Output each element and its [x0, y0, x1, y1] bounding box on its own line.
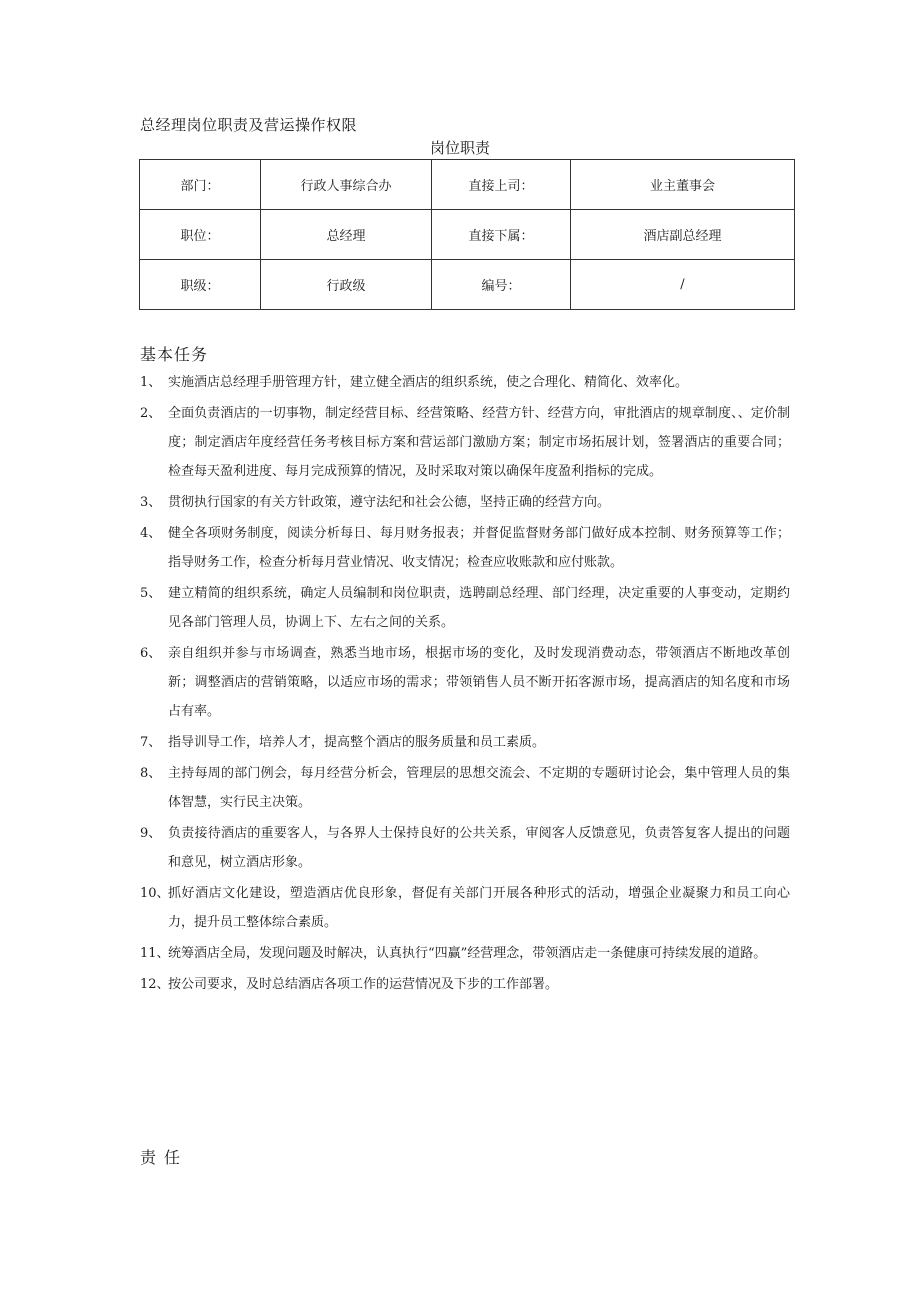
list-item — [140, 488, 790, 517]
table-caption: 岗位职责 — [429, 139, 490, 157]
item-number: 2、 — [140, 406, 162, 421]
list-item — [140, 519, 790, 577]
section-heading-basic-tasks: 基本任务 — [140, 345, 209, 364]
item-number: 11、 — [140, 946, 170, 961]
list-item — [140, 970, 790, 999]
table-cell: 编号： — [432, 260, 571, 310]
table-cell: 直接下属： — [432, 210, 571, 260]
list-item — [140, 879, 790, 937]
table-cell: 职级： — [140, 260, 261, 310]
item-text: 抓好酒店文化建设，塑造酒店优良形象，督促有关部门开展各种形式的活动，增强企业凝聚力和员工向心力，提升员工整体综合素质。 — [168, 886, 790, 930]
item-text: 建立精简的组织系统，确定人员编制和岗位职责，选聘副总经理、部门经理，决定重要的人事变动，定期约见各部门管理人员，协调上下、左右之间的关系。 — [168, 586, 790, 630]
item-number: 3、 — [140, 495, 162, 510]
item-number: 12、 — [140, 977, 170, 992]
table-row — [140, 210, 795, 260]
table-cell: 部门： — [140, 160, 261, 210]
item-text: 贯彻执行国家的有关方针政策，遵守法纪和社会公德，坚持正确的经营方向。 — [168, 495, 611, 510]
item-text: 按公司要求，及时总结酒店各项工作的运营情况及下步的工作部署。 — [168, 977, 559, 992]
list-item — [140, 759, 790, 817]
list-item — [140, 368, 790, 397]
table-row — [140, 260, 795, 310]
list-item — [140, 399, 790, 486]
item-text: 指导训导工作，培养人才，提高整个酒店的服务质量和员工素质。 — [168, 735, 546, 750]
table-cell: 酒店副总经理 — [571, 210, 795, 260]
item-number: 1、 — [140, 375, 162, 390]
item-text: 实施酒店总经理手册管理方针，建立健全酒店的组织系统，使之合理化、精简化、效率化。 — [168, 375, 689, 390]
table-cell: 行政级 — [261, 260, 432, 310]
item-text: 健全各项财务制度，阅读分析每日、每月财务报表；并督促监督财务部门做好成本控制、财务预算等工作；指导财务工作，检查分析每月营业情况、收支情况；检查应收账款和应付账款。 — [168, 526, 790, 570]
item-number: 7、 — [140, 735, 162, 750]
item-number: 4、 — [140, 526, 162, 541]
position-info-table — [139, 159, 795, 310]
list-item — [140, 639, 790, 726]
table-cell: / — [571, 260, 795, 310]
task-list — [140, 368, 790, 1001]
item-number: 6、 — [140, 646, 162, 661]
list-item — [140, 579, 790, 637]
list-item — [140, 939, 790, 968]
table-row — [140, 160, 795, 210]
document-title: 总经理岗位职责及营运操作权限 — [140, 116, 358, 134]
item-text: 主持每周的部门例会，每月经营分析会，管理层的思想交流会、不定期的专题研讨论会，集中管理人员的集体智慧，实行民主决策。 — [168, 766, 790, 810]
item-number: 9、 — [140, 826, 162, 841]
table-cell: 行政人事综合办 — [261, 160, 432, 210]
table-cell: 职位： — [140, 210, 261, 260]
table-cell: 直接上司： — [432, 160, 571, 210]
list-item — [140, 728, 790, 757]
item-text: 全面负责酒店的一切事物，制定经营目标、经营策略、经营方针、经营方向，审批酒店的规章制度、、定价制度；制定酒店年度经营任务考核目标方案和营运部门激励方案；制定市场拓展计划，签署酒店的重要合同；检查每天盈利进度、每月完成预算的情况，及时采取对策以确保年度盈利指标的完成。 — [168, 406, 790, 479]
table-cell: 总经理 — [261, 210, 432, 260]
item-number: 10、 — [140, 886, 170, 901]
item-text: 统筹酒店全局，发现问题及时解决，认真执行“四赢”经营理念，带领酒店走一条健康可持续发展的道路。 — [168, 946, 767, 961]
item-text: 亲自组织并参与市场调查，熟悉当地市场，根据市场的变化，及时发现消费动态，带领酒店不断地改革创新；调整酒店的营销策略，以适应市场的需求；带领销售人员不断开拓客源市场，提高酒店的知名度和市场占有率。 — [168, 646, 790, 719]
item-number: 8、 — [140, 766, 162, 781]
item-number: 5、 — [140, 586, 162, 601]
list-item — [140, 819, 790, 877]
item-text: 负责接待酒店的重要客人，与各界人士保持良好的公共关系，审阅客人反馈意见，负责答复客人提出的问题和意见，树立酒店形象。 — [168, 826, 790, 870]
section-heading-responsibility: 责任 — [140, 1148, 189, 1167]
table-cell: 业主董事会 — [571, 160, 795, 210]
